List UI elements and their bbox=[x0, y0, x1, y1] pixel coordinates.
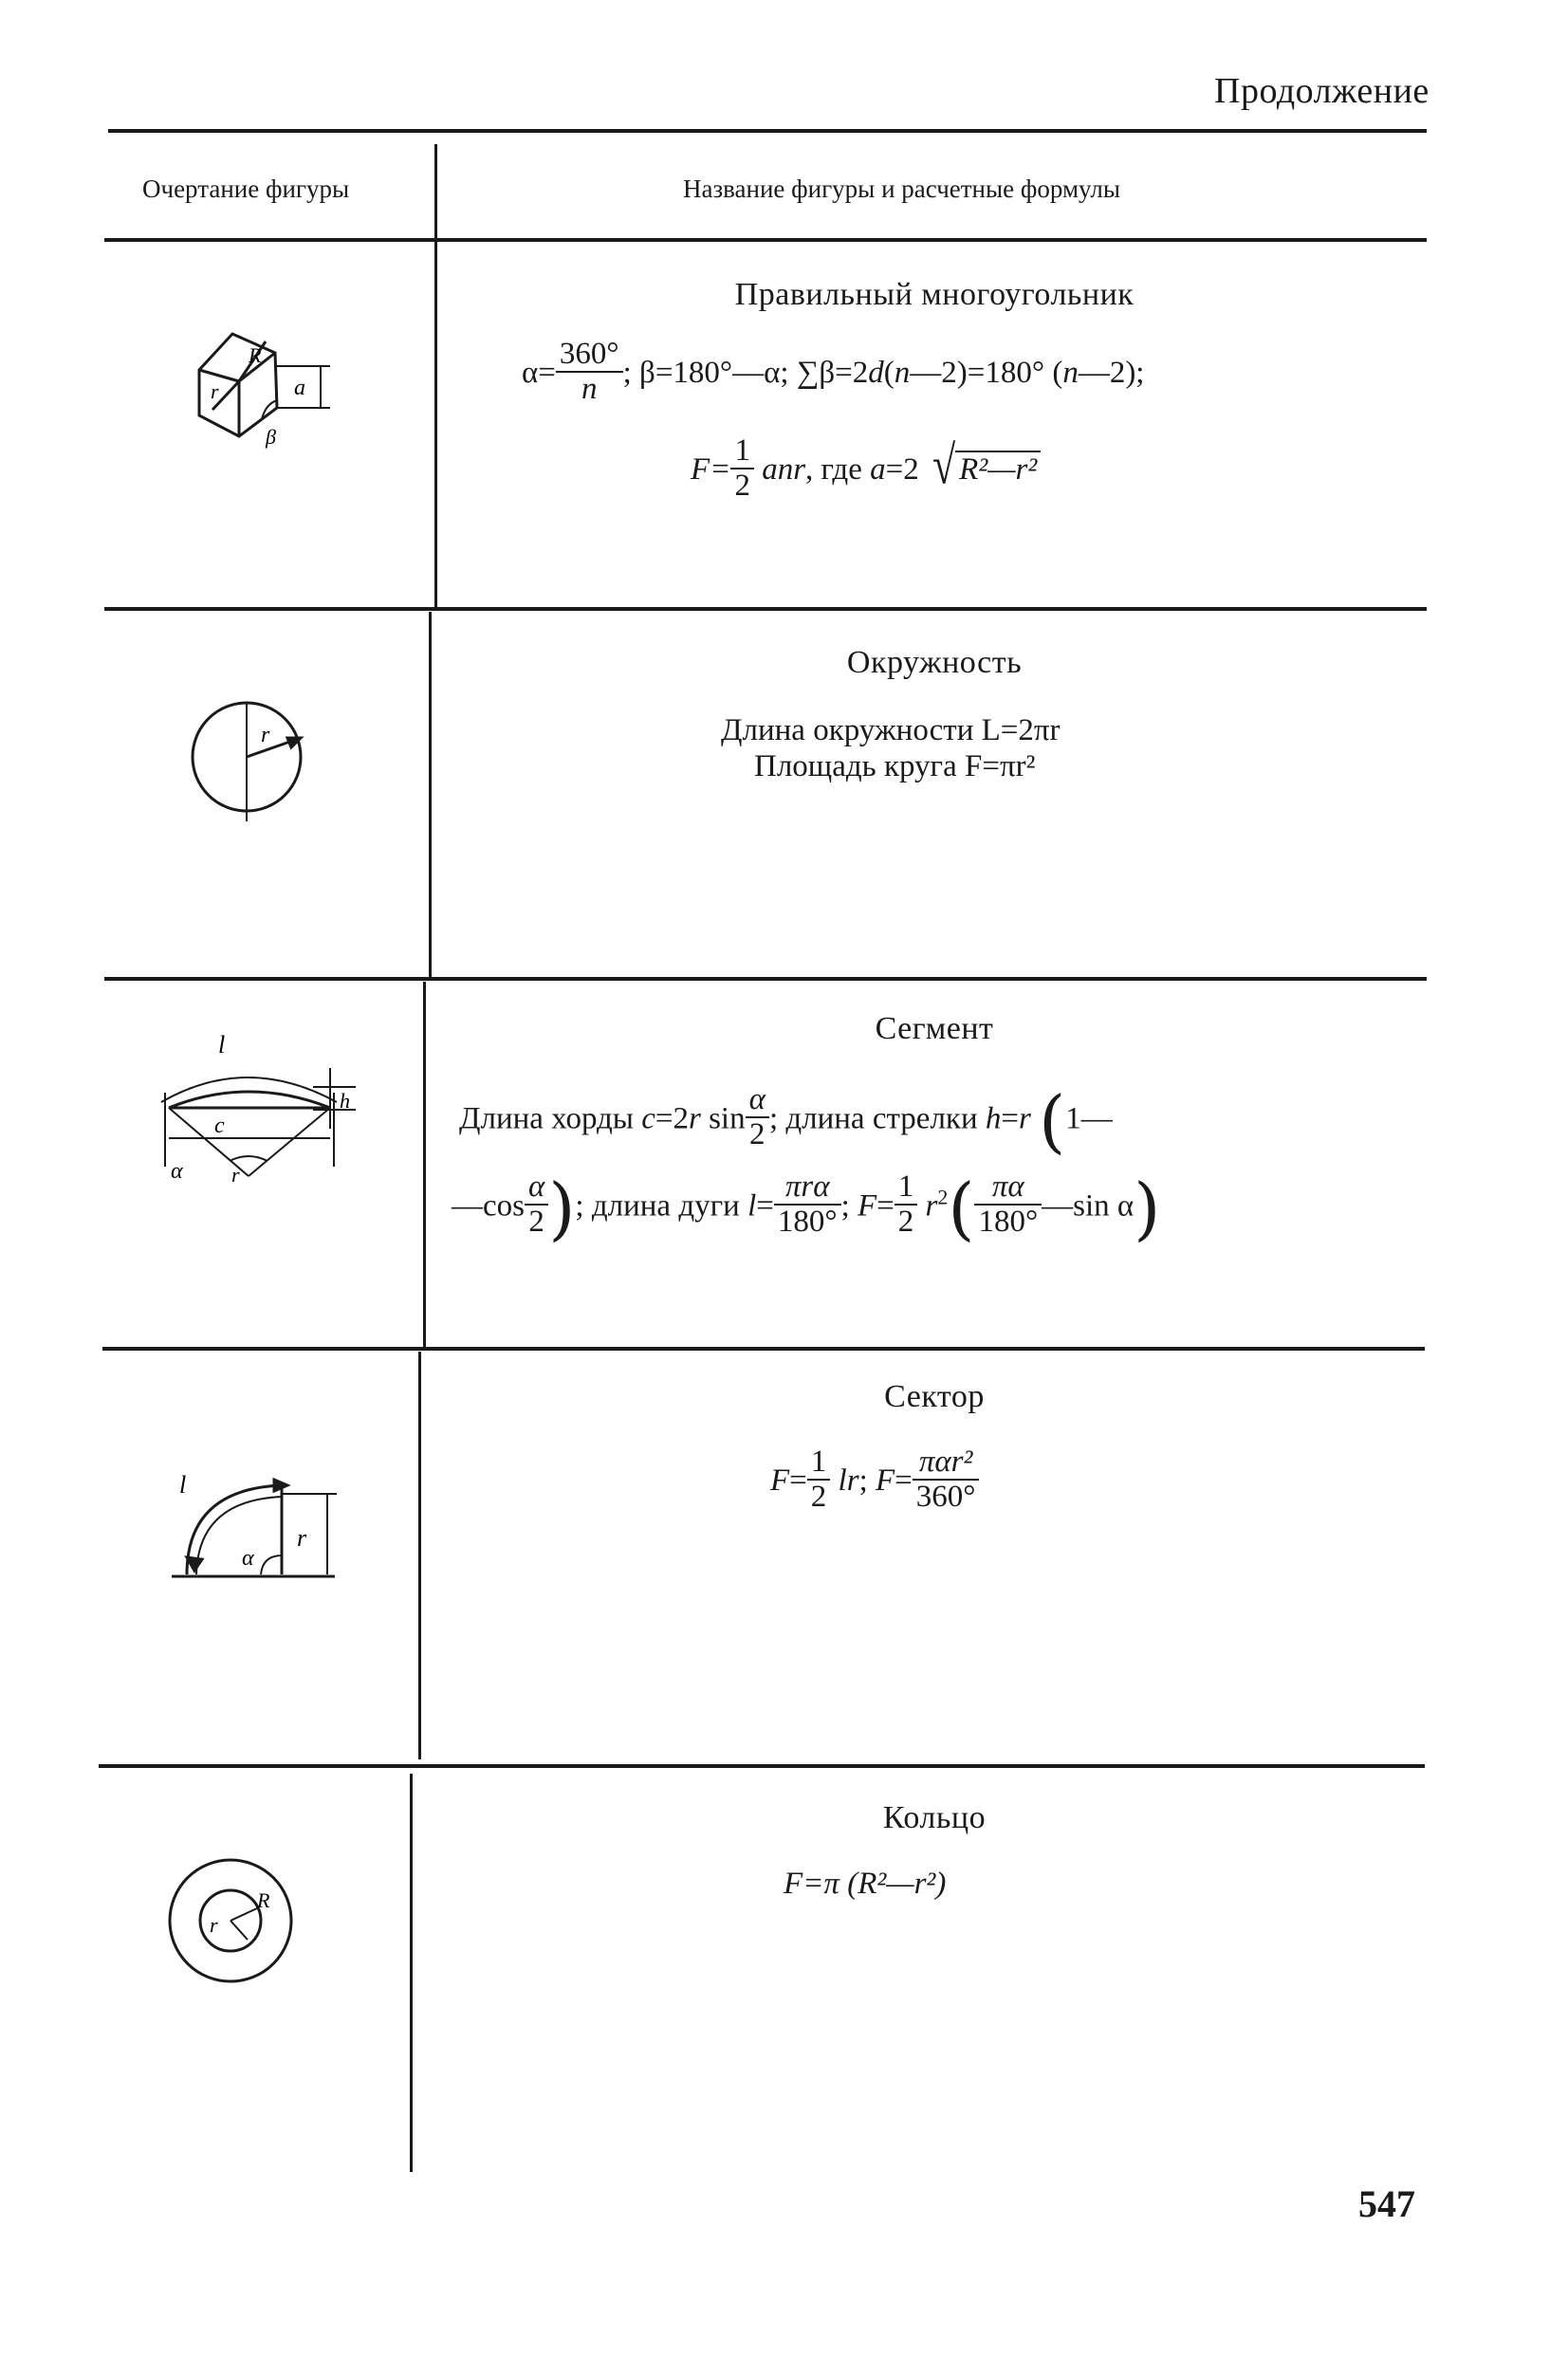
fraction-1-2 bbox=[730, 434, 754, 502]
var-anr: anr bbox=[762, 452, 806, 488]
circle-label-r: r bbox=[261, 723, 270, 747]
row-title-segment: Сегмент bbox=[875, 1011, 994, 1046]
sqrt-sign: √ bbox=[932, 434, 956, 496]
seg-eq-2: = bbox=[876, 1188, 895, 1224]
circle-length-line: Длина окружности L=2πr bbox=[721, 713, 1061, 747]
ring-formula: F=π (R²—r²) bbox=[784, 1867, 947, 1901]
row-title-circle: Окружность bbox=[846, 645, 1023, 680]
where-text: , где bbox=[805, 452, 871, 488]
fraction-pira-180 bbox=[774, 1170, 841, 1238]
polygon-formula-area bbox=[691, 433, 1041, 506]
rule-top bbox=[108, 129, 1427, 133]
polygon-formula-angles bbox=[522, 337, 1145, 409]
segment-label-r: r bbox=[231, 1163, 240, 1187]
var-l: l bbox=[747, 1188, 757, 1224]
sector-label-r: r bbox=[297, 1524, 307, 1552]
eq-2: =2 bbox=[885, 452, 919, 488]
polygon-figure bbox=[171, 313, 351, 455]
seg-arc-text: ; длина дуги bbox=[575, 1188, 748, 1224]
var-F-2: F bbox=[875, 1464, 895, 1499]
rule-row-2 bbox=[104, 977, 1427, 981]
rule-header-bottom bbox=[104, 238, 1427, 242]
column-divider bbox=[434, 144, 437, 607]
eq-2: = bbox=[895, 1464, 913, 1499]
frac-num: 1 bbox=[730, 434, 754, 469]
fraction-1-2 bbox=[895, 1170, 918, 1238]
column-divider-5 bbox=[410, 1774, 413, 2172]
fraction-par2-360 bbox=[913, 1445, 980, 1513]
var-F: F bbox=[857, 1188, 877, 1224]
var-F: F bbox=[770, 1464, 790, 1499]
row-title-polygon: Правильный многоугольник bbox=[734, 277, 1134, 312]
fraction-alpha-2 bbox=[746, 1083, 769, 1151]
var-c: c bbox=[641, 1101, 655, 1136]
frac-den: 180° bbox=[978, 1205, 1039, 1239]
segment-label-alpha: α bbox=[171, 1159, 183, 1184]
column-divider-3 bbox=[423, 982, 426, 1347]
frac-num: παr² bbox=[913, 1445, 980, 1481]
polygon-label-r: r bbox=[211, 379, 219, 403]
sector-label-alpha: α bbox=[242, 1546, 254, 1571]
var-r: r bbox=[925, 1188, 938, 1224]
sep: ; bbox=[858, 1464, 876, 1499]
seg-t6: 1— bbox=[1065, 1101, 1113, 1136]
column-divider-4 bbox=[418, 1352, 421, 1759]
frac-num: 1 bbox=[895, 1170, 918, 1206]
beta-eq: ; β=180°—α; ∑β=2 bbox=[622, 356, 869, 391]
paren-open-2: ( bbox=[948, 1169, 975, 1248]
paren-open: ( bbox=[1039, 1081, 1066, 1161]
fraction-alpha-2b bbox=[525, 1170, 548, 1238]
rule-row-4 bbox=[99, 1764, 1425, 1768]
frac-den: 180° bbox=[777, 1205, 838, 1239]
segment-label-l: l bbox=[218, 1034, 226, 1059]
sup-2: 2 bbox=[937, 1185, 949, 1209]
var-r: r bbox=[689, 1101, 701, 1136]
paren: ( bbox=[883, 356, 895, 391]
sector-formula bbox=[770, 1445, 979, 1517]
segment-formula-1 bbox=[459, 1081, 1113, 1161]
sector-label-l: l bbox=[179, 1471, 187, 1499]
var-n: n bbox=[894, 356, 911, 391]
ring-figure bbox=[157, 1845, 308, 1997]
frac-num: α bbox=[746, 1083, 769, 1118]
var-a: a bbox=[870, 452, 886, 488]
circle-figure bbox=[185, 683, 327, 844]
ring-label-R: R bbox=[257, 1888, 270, 1912]
sum-end: —2); bbox=[1078, 356, 1145, 391]
polygon-label-beta: β bbox=[266, 425, 276, 449]
seg-sin-alpha: —sin α bbox=[1042, 1188, 1134, 1224]
rule-row-3 bbox=[102, 1347, 1425, 1351]
sqrt-content: R²—r² bbox=[955, 451, 1041, 487]
var-n-2: n bbox=[1062, 356, 1079, 391]
seg-cos: —cos bbox=[452, 1188, 525, 1224]
frac-den: n bbox=[581, 371, 598, 406]
var-h: h bbox=[985, 1101, 1002, 1136]
var-d: d bbox=[868, 356, 884, 391]
segment-figure bbox=[123, 1034, 370, 1190]
polygon-label-a: a bbox=[294, 376, 305, 400]
seg-sep: ; bbox=[840, 1188, 858, 1224]
frac-den: 2 bbox=[734, 468, 750, 503]
frac-den: 2 bbox=[810, 1479, 827, 1514]
alpha-eq: α= bbox=[522, 356, 556, 391]
frac-num: 360° bbox=[556, 338, 623, 373]
seg-t1: Длина хорды bbox=[459, 1101, 642, 1136]
segment-label-h: h bbox=[340, 1089, 350, 1113]
frac-den: 2 bbox=[749, 1117, 766, 1151]
seg-t2: =2 bbox=[655, 1101, 689, 1136]
seg-t5: = bbox=[1001, 1101, 1019, 1136]
var-F: F= bbox=[691, 452, 731, 488]
fraction-360-n bbox=[556, 338, 623, 405]
column-divider-2 bbox=[429, 612, 432, 977]
paren-close: ) bbox=[548, 1169, 576, 1248]
seg-sin: sin bbox=[700, 1101, 746, 1136]
frac-num: 1 bbox=[807, 1445, 831, 1481]
segment-formula-2 bbox=[452, 1169, 1160, 1248]
row-title-ring: Кольцо bbox=[882, 1800, 987, 1835]
sector-figure bbox=[157, 1451, 346, 1593]
fraction-1-2 bbox=[807, 1445, 831, 1513]
header-shape: Очертание фигуры bbox=[142, 175, 350, 203]
seg-eq: = bbox=[756, 1188, 774, 1224]
row-title-sector: Сектор bbox=[884, 1379, 985, 1414]
segment-label-c: c bbox=[214, 1114, 225, 1138]
frac-den: 2 bbox=[897, 1205, 914, 1239]
frac-den: 360° bbox=[915, 1479, 976, 1514]
seg-t4: ; длина стрелки bbox=[768, 1101, 986, 1136]
var-lr: lr bbox=[838, 1464, 859, 1499]
polygon-label-R: R bbox=[249, 343, 262, 367]
circle-area-line: Площадь круга F=πr² bbox=[754, 749, 1036, 783]
frac-num: πα bbox=[974, 1170, 1042, 1206]
paren-close-2: ) bbox=[1134, 1169, 1161, 1248]
frac-den: 2 bbox=[528, 1205, 544, 1239]
eq: = bbox=[789, 1464, 807, 1499]
var-r-2: r bbox=[1019, 1101, 1031, 1136]
rule-row-1 bbox=[104, 607, 1427, 611]
sum-eq: —2)=180° ( bbox=[910, 356, 1063, 391]
continuation-label: Продолжение bbox=[1214, 71, 1430, 111]
fraction-pia-180 bbox=[974, 1170, 1042, 1238]
page-number: 547 bbox=[1358, 2182, 1415, 2225]
ring-label-r: r bbox=[210, 1913, 218, 1937]
frac-num: α bbox=[525, 1170, 548, 1206]
frac-num: πrα bbox=[774, 1170, 841, 1206]
header-name: Название фигуры и расчетные формулы bbox=[683, 175, 1120, 203]
